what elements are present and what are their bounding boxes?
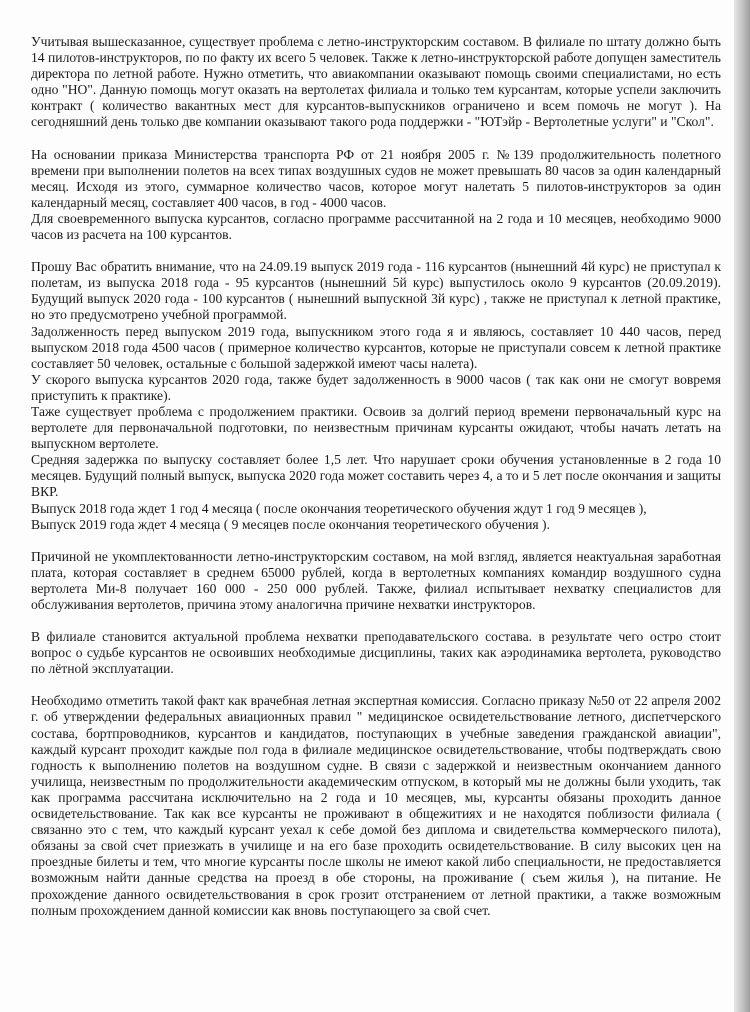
paragraph-spacer (31, 613, 721, 629)
paragraph-medical-commission: Необходимо отметить такой факт как врачебная летная экспертная комиссия. Согласно приказу №50 от 22 апреля 2002 г. об утверждении федеральных авиационных правил " медицинское освидетельствование летного, диспетчерского состава, бортпроводников, курсантов и кандидатов, поступающих в учебные заведения гражданской авиации", каждый курсант проходит каждые пол года в филиале медицинское освидетельствование, чтобы подтверждать свою годность к выполнению полетов на воздушном судне. В связи с задержкой и неизвестным окончанием данного училища, неизвестным по продолжительности академическим отпуском, в который мы не должны были уходить, так как программа рассчитана исключительно на 2 года и 10 месяцев, мы, курсанты обязаны проходить данное освидетельствование. Так как все курсанты не проживают в общежитиях и не находятся поблизости филиала ( связанно это с тем, что каждый курсант уехал к себе домой без диплома и свидетельства коммерческого пилота), обязаны за свой счет приезжать в училище и на его базе проходить освидетельствование. В силу высоких цен на проездные билеты и тем, что многие курсанты после школы не имеют какой либо специальности, не предоставляется возможным найти данные средства на проезд в обе стороны, на проживание ( съем жилья ), на питание. Не прохождение данного освидетельствования в срок грозит отстранением от летной практики, а также возможным полным прохождением данной комиссии как вновь поступающего за свой счет. (31, 693, 721, 918)
paragraph-spacer (31, 131, 721, 147)
paragraph-graduation-delays: Прошу Вас обратить внимание, что на 24.09.19 выпуск 2019 года - 116 курсантов (нынешний 4й курс) не приступал к полетам, из выпуска 2018 года - 95 курсантов (нынешний 5й курс) выпустилось около 9 курсантов (20.09.2019). Будущий выпуск 2020 года - 100 курсантов ( нынешний выпускной 3й курс) , также не приступал к летной практике, но это предусмотрено учебной программой. Задолженность перед выпуском 2019 года, выпускником этого года я и являюсь, составляет 10 440 часов, перед выпуском 2018 года 4500 часов ( примерное количество курсантов, которые не приступали совсем к летной практике составляет 50 человек, остальные с большой задержкой имеют часы налета). У скорого выпуска курсантов 2020 года, также будет задолженность в 9000 часов ( так как они не смогут вовремя приступить к практике). Таже существует проблема с продолжением практики. Освоив за долгий период времени первоначальный курс на вертолете для первоначальной подготовки, по неизвестным причинам курсанты ожидают, чтобы начать летать на выпускном вертолете. Средняя задержка по выпуску составляет более 1,5 лет. Что нарушает сроки обучения установленные в 2 года 10 месяцев. Будущий полный выпуск, выпуска 2020 года может составить через 4, а то и 5 лет после окончания и защиты ВКР. Выпуск 2018 года ждет 1 год 4 месяца ( после окончания теоретического обучения ждут 1 год 9 месяцев ), Выпуск 2019 года ждет 4 месяца ( 9 месяцев после окончания теоретического обучения ). (31, 259, 721, 532)
paragraph-flight-hours-limit: На основании приказа Министерства транспорта РФ от 21 ноября 2005 г. №139 продолжительность полетного времени при выполнении полетов на всех типах воздушных судов не может превышать 80 часов за один календарный месяц. Исходя из этого, суммарное количество часов, которое могут налетать 5 пилотов-инструкторов за один календарный месяц, составляет 400 часов, в год - 4000 часов. Для своевременного выпуска курсантов, согласно программе рассчитанной на 2 года и 10 месяцев, необходимо 9000 часов из расчета на 100 курсантов. (31, 146, 721, 243)
paragraph-instructor-shortage: Учитывая вышесказанное, существует проблема с летно-инструкторским составом. В филиале по штату должно быть 14 пилотов-инструкторов, по по факту их всего 5 человек. Также к летно-инструкторской работе допущен заместитель директора по летной работе. Нужно отметить, что авиакомпании оказывают помощь своими специалистами, но есть одно "НО". Данную помощь могут оказать на вертолетах филиала и только тем курсантам, которые успели заключить контракт ( количество вакантных мест для курсантов-выпускников ограничено и всем помочь не могут ). На сегодняшний день только две компании оказывают такого рода поддержки - "ЮТэйр - Вертолетные услуги" и "Скол". (31, 34, 721, 130)
paragraph-spacer (31, 533, 721, 549)
paragraph-teacher-shortage: В филиале становится актуальной проблема нехватки преподавательского состава. в результате чего остро стоит вопрос о судьбе курсантов не освоивших необходимые дисциплины, таких как аэродинамика вертолета, руководство по лётной эксплуатации. (31, 629, 721, 677)
paragraph-spacer (31, 677, 721, 693)
document-body (31, 34, 721, 919)
paragraph-spacer (31, 243, 721, 259)
page-edge-shadow (734, 0, 750, 1012)
paragraph-salary-issue: Причиной не укомплектованности летно-инструкторским составом, на мой взгляд, является неактуальная заработная плата, которая составляет в среднем 65000 рублей, когда в вертолетных компаниях командир воздушного судна вертолета Ми-8 получает 160 000 - 250 000 рублей. Также, филиал испытывает нехватку специалистов для обслуживания вертолетов, причина этому аналогична причине нехватки инструкторов. (31, 548, 721, 612)
page-bottom-cutoff (0, 1003, 750, 1012)
